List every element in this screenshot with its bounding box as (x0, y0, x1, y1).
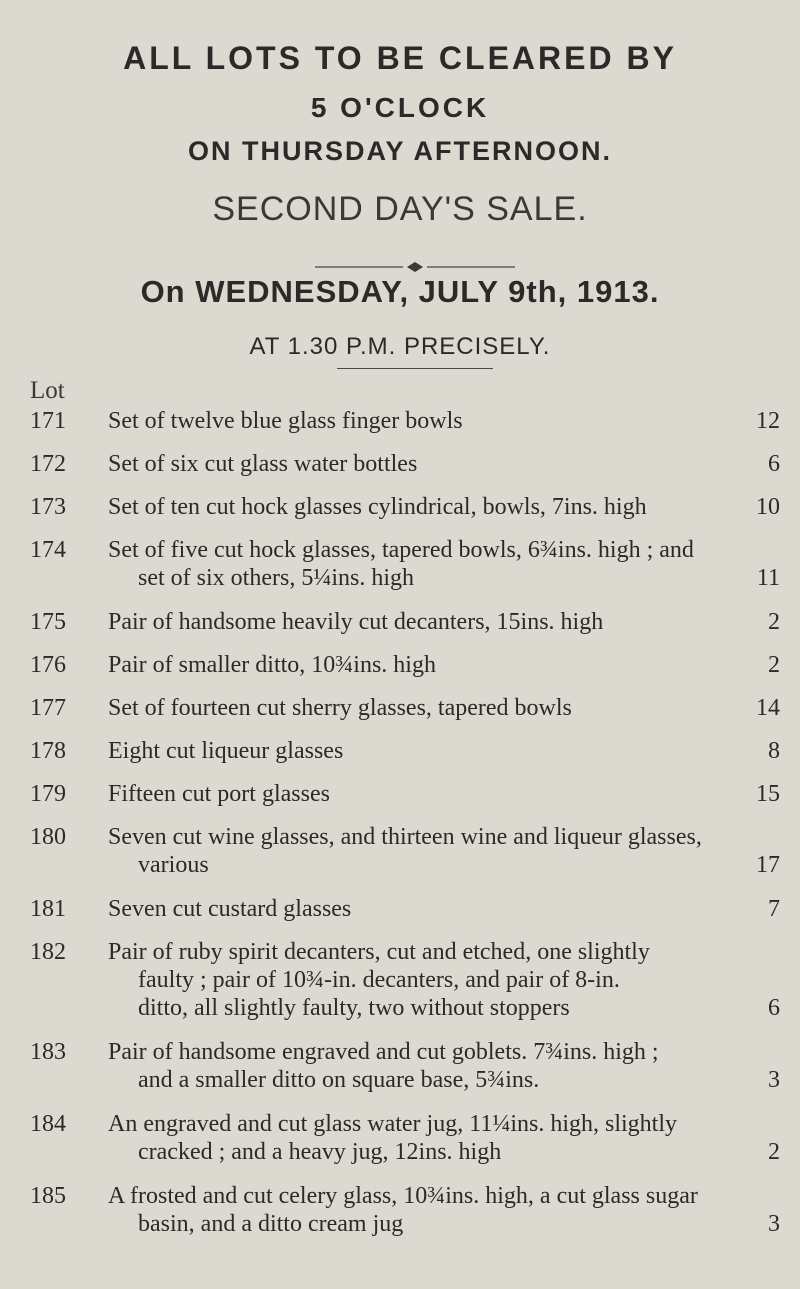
lot-number: 175 (30, 609, 66, 635)
sale-date: On WEDNESDAY, JULY 9th, 1913. (140, 274, 660, 309)
lot-description-continued: and a smaller ditto on square base, 5¾ins. (138, 1067, 540, 1093)
lot-description: Pair of smaller ditto, 10¾ins. high (108, 652, 436, 678)
lot-description: Set of five cut hock glasses, tapered bowls, 6¾ins. high ; and (108, 537, 694, 563)
lot-number: 185 (30, 1183, 66, 1209)
lot-quantity: 14 (756, 695, 780, 721)
lot-number: 172 (30, 451, 66, 477)
lot-number: 173 (30, 494, 66, 520)
lot-number: 176 (30, 652, 66, 678)
lot-description: Seven cut custard glasses (108, 896, 352, 922)
lot-quantity: 7 (768, 896, 780, 922)
lot-description-continued: set of six others, 5¼ins. high (138, 565, 414, 591)
lot-number: 177 (30, 695, 66, 721)
lot-quantity: 15 (756, 781, 780, 807)
sale-time: AT 1.30 P.M. PRECISELY. (249, 333, 551, 360)
lot-description: An engraved and cut glass water jug, 11¼ins. high, slightly (108, 1111, 678, 1137)
lot-description-continued: various (138, 852, 209, 878)
lot-quantity: 6 (768, 451, 780, 477)
lot-quantity: 3 (768, 1211, 780, 1237)
lot-description: Pair of ruby spirit decanters, cut and etched, one slightly (108, 939, 650, 965)
header-rule (337, 368, 493, 369)
lot-description: Set of ten cut hock glasses cylindrical, bowls, 7ins. high (108, 494, 647, 520)
lot-number: 184 (30, 1111, 66, 1137)
lot-description-continued: cracked ; and a heavy jug, 12ins. high (138, 1139, 502, 1165)
lot-number: 181 (30, 896, 66, 922)
lot-quantity: 10 (756, 494, 780, 520)
lot-number: 178 (30, 738, 66, 764)
lot-description-continued: basin, and a ditto cream jug (138, 1211, 404, 1237)
lot-description: Fifteen cut port glasses (108, 781, 330, 807)
lot-quantity: 3 (768, 1067, 780, 1093)
lot-description: Set of fourteen cut sherry glasses, tapered bowls (108, 695, 572, 721)
lot-description: Pair of handsome heavily cut decanters, 15ins. high (108, 609, 604, 635)
lot-description-continued: faulty ; pair of 10¾-in. decanters, and pair of 8-in. (138, 967, 620, 993)
lot-number: 174 (30, 537, 66, 563)
lot-number: 182 (30, 939, 66, 965)
lot-description: Set of twelve blue glass finger bowls (108, 408, 463, 434)
lot-description: A frosted and cut celery glass, 10¾ins. high, a cut glass sugar (108, 1183, 698, 1209)
lot-quantity: 12 (756, 408, 780, 434)
header-line-day: ON THURSDAY AFTERNOON. (187, 136, 613, 166)
ornament-divider-icon (315, 260, 515, 274)
lot-quantity: 11 (756, 565, 780, 591)
lot-quantity: 2 (768, 609, 780, 635)
lot-column-header: Lot (30, 377, 65, 404)
page-title: SECOND DAY'S SALE. (212, 190, 588, 228)
lot-quantity: 8 (768, 738, 780, 764)
lot-description: Pair of handsome engraved and cut goblets. 7¾ins. high ; (108, 1039, 659, 1065)
lot-quantity: 2 (768, 1139, 780, 1165)
lot-description: Eight cut liqueur glasses (108, 738, 344, 764)
lot-number: 171 (30, 408, 66, 434)
header-line-time: 5 O'CLOCK (310, 92, 490, 123)
header-line-clearance: ALL LOTS TO BE CLEARED BY (123, 40, 677, 76)
lot-number: 179 (30, 781, 66, 807)
lot-description-continued: ditto, all slightly faulty, two without stoppers (138, 995, 570, 1021)
lot-quantity: 6 (768, 995, 780, 1021)
lot-number: 183 (30, 1039, 66, 1065)
lot-number: 180 (30, 824, 66, 850)
lot-description: Seven cut wine glasses, and thirteen wine and liqueur glasses, (108, 824, 702, 850)
lot-quantity: 17 (756, 852, 780, 878)
lot-description: Set of six cut glass water bottles (108, 451, 418, 477)
lot-quantity: 2 (768, 652, 780, 678)
